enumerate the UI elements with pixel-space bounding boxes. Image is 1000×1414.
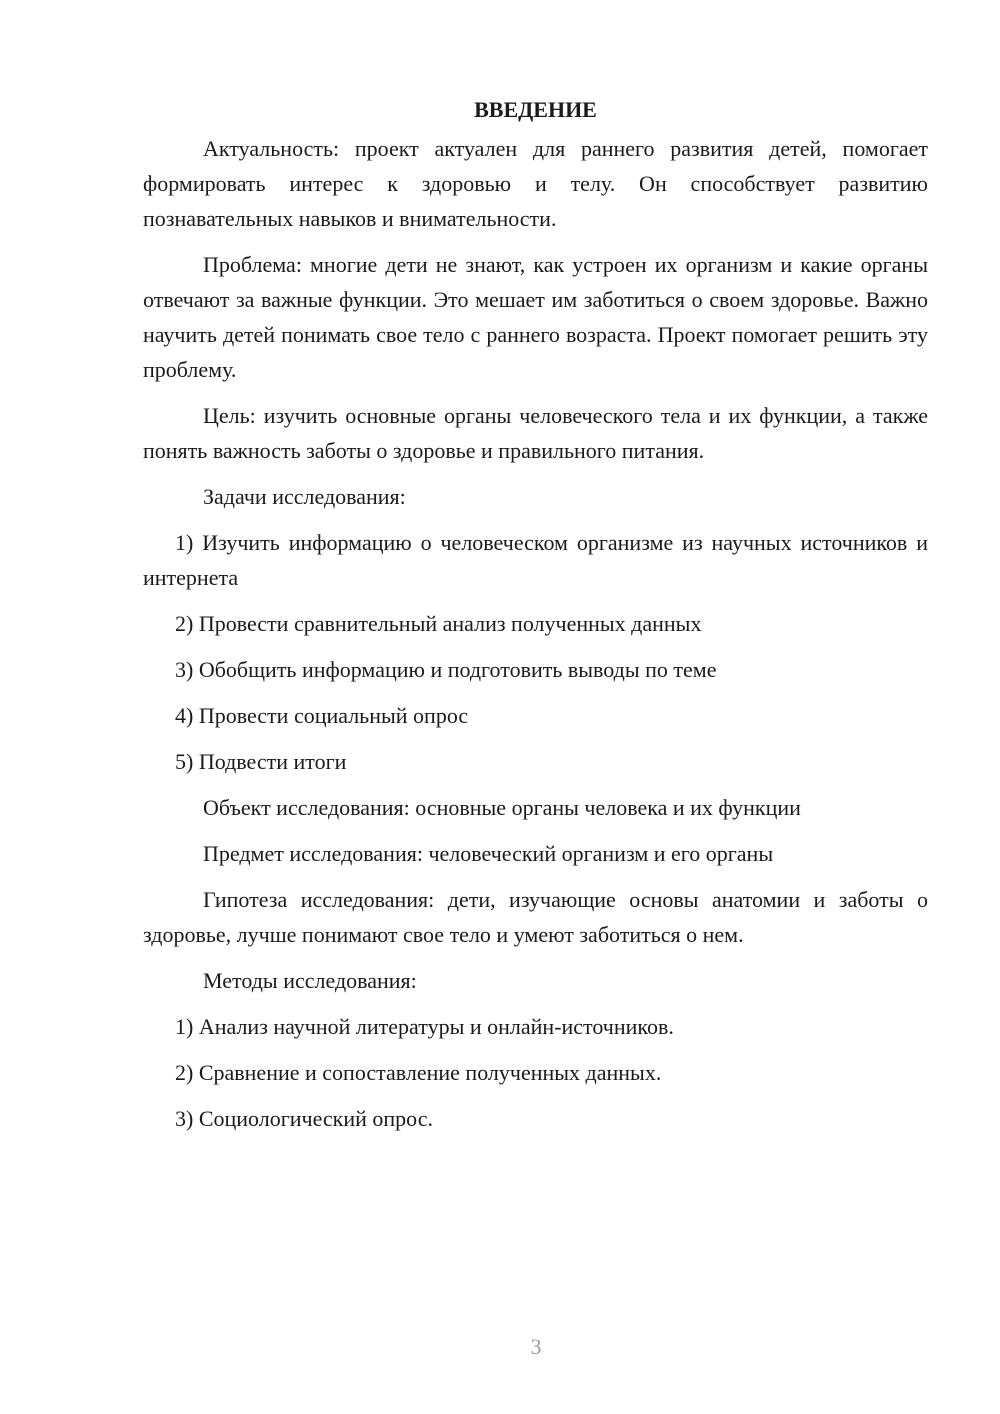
- task-item: 5) Подвести итоги: [175, 749, 347, 774]
- method-item: 1) Анализ научной литературы и онлайн-источников.: [175, 1014, 674, 1039]
- method-item: 2) Сравнение и сопоставление полученных данных.: [175, 1060, 662, 1085]
- document-body: [143, 93, 928, 1147]
- object-paragraph: Объект исследования: основные органы человека и их функции: [203, 795, 801, 820]
- task-item: 1) Изучить информацию о человеческом организме из научных источников и интернета: [143, 530, 928, 590]
- methods-heading: Методы исследования:: [203, 968, 417, 993]
- tasks-heading: Задачи исследования:: [203, 484, 406, 509]
- problem-paragraph: Проблема: многие дети не знают, как устроен их организм и какие органы отвечают за важные функции. Это мешает им заботиться о своем здоровье. Важно научить детей понимать свое тело с раннего возраста. Проект помогает решить эту проблему.: [143, 252, 928, 382]
- task-item: 2) Провести сравнительный анализ полученных данных: [175, 611, 702, 636]
- tasks-list: [143, 525, 928, 779]
- relevance-paragraph: Актуальность: проект актуален для раннего развития детей, помогает формировать интерес к здоровью и телу. Он способствует развитию познавательных навыков и внимательности.: [143, 136, 928, 231]
- task-item: 4) Провести социальный опрос: [175, 703, 469, 728]
- method-item: 3) Социологический опрос.: [175, 1106, 433, 1131]
- page-number: 3: [530, 1334, 542, 1359]
- section-title: ВВЕДЕНИЕ: [474, 97, 597, 122]
- methods-list: [143, 1009, 928, 1136]
- hypothesis-paragraph: Гипотеза исследования: дети, изучающие основы анатомии и заботы о здоровье, лучше понимают свое тело и умеют заботиться о нем.: [143, 887, 928, 947]
- subject-paragraph: Предмет исследования: человеческий организм и его органы: [203, 841, 774, 866]
- goal-paragraph: Цель: изучить основные органы человеческого тела и их функции, а также понять важность заботы о здоровье и правильного питания.: [143, 403, 928, 463]
- task-item: 3) Обобщить информацию и подготовить выводы по теме: [175, 657, 717, 682]
